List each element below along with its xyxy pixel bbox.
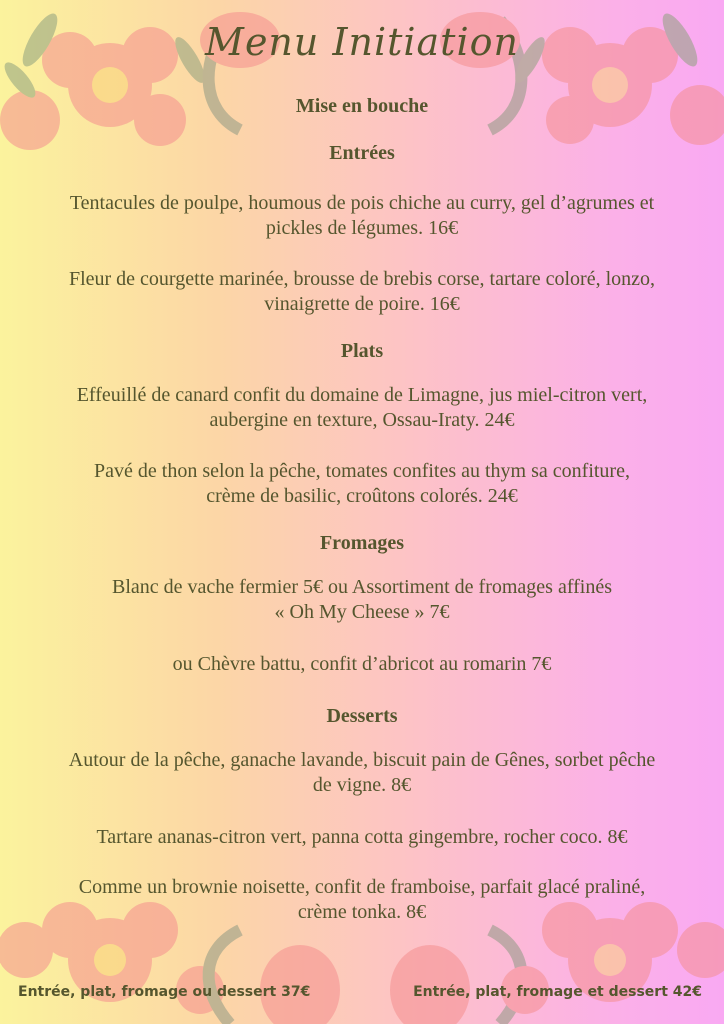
fromage-item-1: Blanc de vache fermier 5€ ou Assortiment de fromages affinés « Oh My Cheese » 7€	[111, 576, 613, 623]
fromages-heading: Fromages	[319, 532, 405, 554]
dessert-item-2: Tartare ananas-citron vert, panna cotta gingembre, rocher coco. 8€	[96, 826, 628, 848]
entree-item-1: Tentacules de poulpe, houmous de pois chiche au curry, gel d’agrumes et pickles de légumes. 16€	[69, 192, 655, 239]
plat-item-2: Pavé de thon selon la pêche, tomates confites au thym sa confiture, crème de basilic, croûtons colorés. 24€	[94, 460, 630, 507]
formula-price-42: Entrée, plat, fromage et dessert 42€	[413, 984, 702, 1000]
dessert-item-3: Comme un brownie noisette, confit de framboise, parfait glacé praliné, crème tonka. 8€	[78, 876, 646, 923]
menu-title: Menu Initiation	[205, 20, 519, 64]
entrees-heading: Entrées	[329, 142, 395, 164]
entree-item-2: Fleur de courgette marinée, brousse de brebis corse, tartare coloré, lonzo, vinaigrette de poire. 16€	[68, 268, 656, 315]
plat-item-1: Effeuillé de canard confit du domaine de Limagne, jus miel-citron vert, aubergine en texture, Ossau-Iraty. 24€	[76, 384, 648, 431]
desserts-heading: Desserts	[326, 705, 398, 727]
dessert-item-1: Autour de la pêche, ganache lavande, biscuit pain de Gênes, sorbet pêche de vigne. 8€	[68, 749, 656, 796]
formula-price-37: Entrée, plat, fromage ou dessert 37€	[18, 984, 311, 1000]
plats-heading: Plats	[340, 340, 384, 362]
amuse-bouche-heading: Mise en bouche	[295, 95, 429, 117]
fromage-item-2: ou Chèvre battu, confit d’abricot au romarin 7€	[172, 653, 552, 675]
